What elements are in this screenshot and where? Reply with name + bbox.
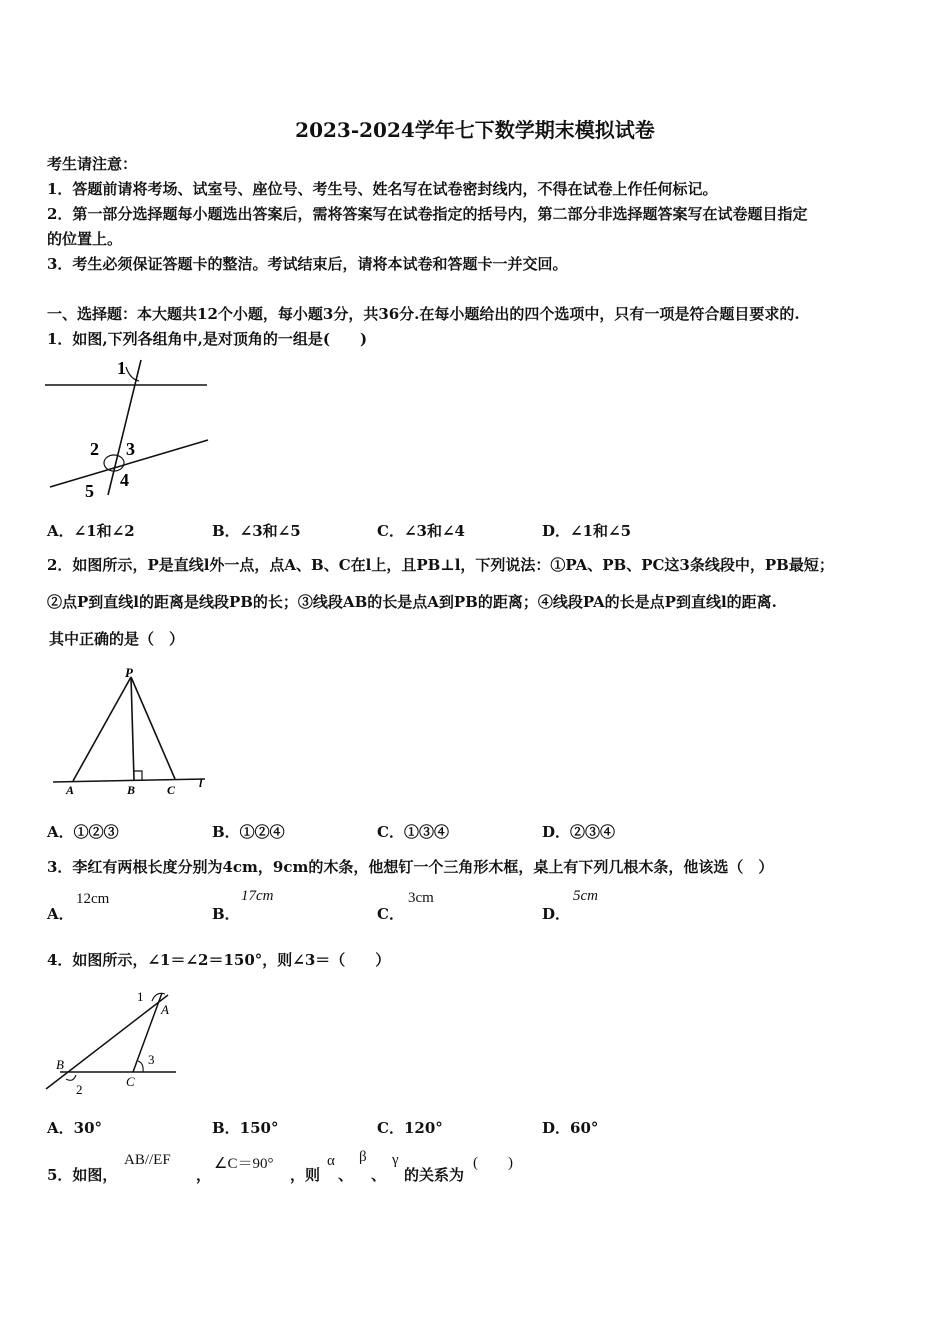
q2-line1: 2．如图所示，P是直线l外一点，点A、B、C在l上，且PB⊥l，下列说法：①PA、PB、PC这3条线段中，PB最短； xyxy=(47,556,834,574)
q2-label-c: C xyxy=(167,783,176,797)
notice-item: 的位置上。 xyxy=(47,230,123,248)
q2-label-a: A xyxy=(66,783,75,797)
q4-stem: 4．如图所示，∠1＝∠2＝150°，则∠3＝（ ） xyxy=(47,951,391,969)
q1-label-1: 1 xyxy=(117,358,126,378)
notice-item: 2．第一部分选择题每小题选出答案后，需将答案写在试卷指定的括号内，第二部分非选择题答案写在试卷题目指定 xyxy=(47,205,808,223)
q2-label-l: l xyxy=(199,776,203,790)
q1-option-b[interactable]: B．∠3和∠5 xyxy=(212,522,301,540)
notice-item: 3．考生必须保证答题卡的整洁。考试结束后，请将本试卷和答题卡一并交回。 xyxy=(47,255,568,273)
q3-option-b-value: 17cm xyxy=(241,888,274,904)
q2-label-p: P xyxy=(125,665,133,680)
q1-label-3: 3 xyxy=(126,439,135,459)
q1-label-2: 2 xyxy=(90,439,99,459)
q3-option-b[interactable]: B． xyxy=(212,905,240,923)
q4-option-a[interactable]: A．30° xyxy=(47,1119,103,1137)
q4-label-a: A xyxy=(161,1002,169,1017)
q5-sep: ，则 xyxy=(290,1166,321,1184)
q5-gamma: γ xyxy=(392,1152,399,1168)
q2-option-d[interactable]: D．②③④ xyxy=(542,823,616,841)
q3-option-d-value: 5cm xyxy=(573,888,598,904)
q4-option-c[interactable]: C．120° xyxy=(377,1119,443,1137)
q5-answer-paren[interactable]: ( ) xyxy=(473,1155,513,1171)
q1-option-c[interactable]: C．∠3和∠4 xyxy=(377,522,465,540)
q4-label-3: 3 xyxy=(148,1052,155,1067)
q4-option-b[interactable]: B．150° xyxy=(212,1119,279,1137)
notice-heading: 考生请注意： xyxy=(47,155,138,173)
q1-figure xyxy=(40,355,215,505)
q5-beta: β xyxy=(359,1149,367,1165)
q2-line2: ②点P到直线l的距离是线段PB的长；③线段AB的长是点A到PB的距离；④线段PA的长是点P到直线l的距离. xyxy=(47,593,777,611)
section-heading: 一、选择题：本大题共12个小题，每小题3分，共36分.在每小题给出的四个选项中，只有一项是符合题目要求的. xyxy=(47,305,800,323)
q4-label-b: B xyxy=(56,1057,64,1072)
q1-label-5: 5 xyxy=(85,481,94,501)
q2-label-b: B xyxy=(127,783,136,797)
q4-option-d[interactable]: D．60° xyxy=(542,1119,599,1137)
q5-sep: ， xyxy=(196,1166,212,1184)
q3-option-d[interactable]: D． xyxy=(542,905,571,923)
q2-option-b[interactable]: B．①②④ xyxy=(212,823,285,841)
q1-stem: 1．如图,下列各组角中,是对顶角的一组是( ) xyxy=(47,330,368,348)
q3-option-a[interactable]: A． xyxy=(47,905,74,923)
q1-option-d[interactable]: D．∠1和∠5 xyxy=(542,522,632,540)
q5-sep: 、 xyxy=(371,1166,387,1184)
q3-option-c[interactable]: C． xyxy=(377,905,404,923)
q5-sep: 、 xyxy=(338,1166,354,1184)
q4-label-c: C xyxy=(126,1074,135,1089)
q2-figure xyxy=(45,665,215,800)
q4-label-1: 1 xyxy=(137,989,144,1004)
q5-prefix: 5．如图， xyxy=(47,1166,118,1184)
q2-option-a[interactable]: A．①②③ xyxy=(47,823,119,841)
q2-line3: 其中正确的是（ ） xyxy=(49,630,185,648)
q5-expr-angle: ∠C＝90° xyxy=(214,1156,274,1172)
q4-label-2: 2 xyxy=(76,1082,83,1097)
q1-option-a[interactable]: A．∠1和∠2 xyxy=(47,522,135,540)
notice-item: 1．答题前请将考场、试室号、座位号、考生号、姓名写在试卷密封线内，不得在试卷上作任何标记。 xyxy=(47,180,718,198)
q5-alpha: α xyxy=(327,1153,335,1169)
q2-option-c[interactable]: C．①③④ xyxy=(377,823,449,841)
q4-figure xyxy=(40,983,185,1098)
q3-stem: 3．李红有两根长度分别为4cm，9cm的木条，他想钉一个三角形木框，桌上有下列几根木条，他该选（ ） xyxy=(47,858,774,876)
q5-suffix: 的关系为 xyxy=(404,1166,465,1184)
page-title: 2023-2024学年七下数学期末模拟试卷 xyxy=(295,118,655,142)
q3-option-c-value: 3cm xyxy=(408,890,434,906)
q1-label-4: 4 xyxy=(120,470,129,490)
q3-option-a-value: 12cm xyxy=(76,891,110,907)
q5-expr-parallel: AB//EF xyxy=(124,1152,171,1168)
